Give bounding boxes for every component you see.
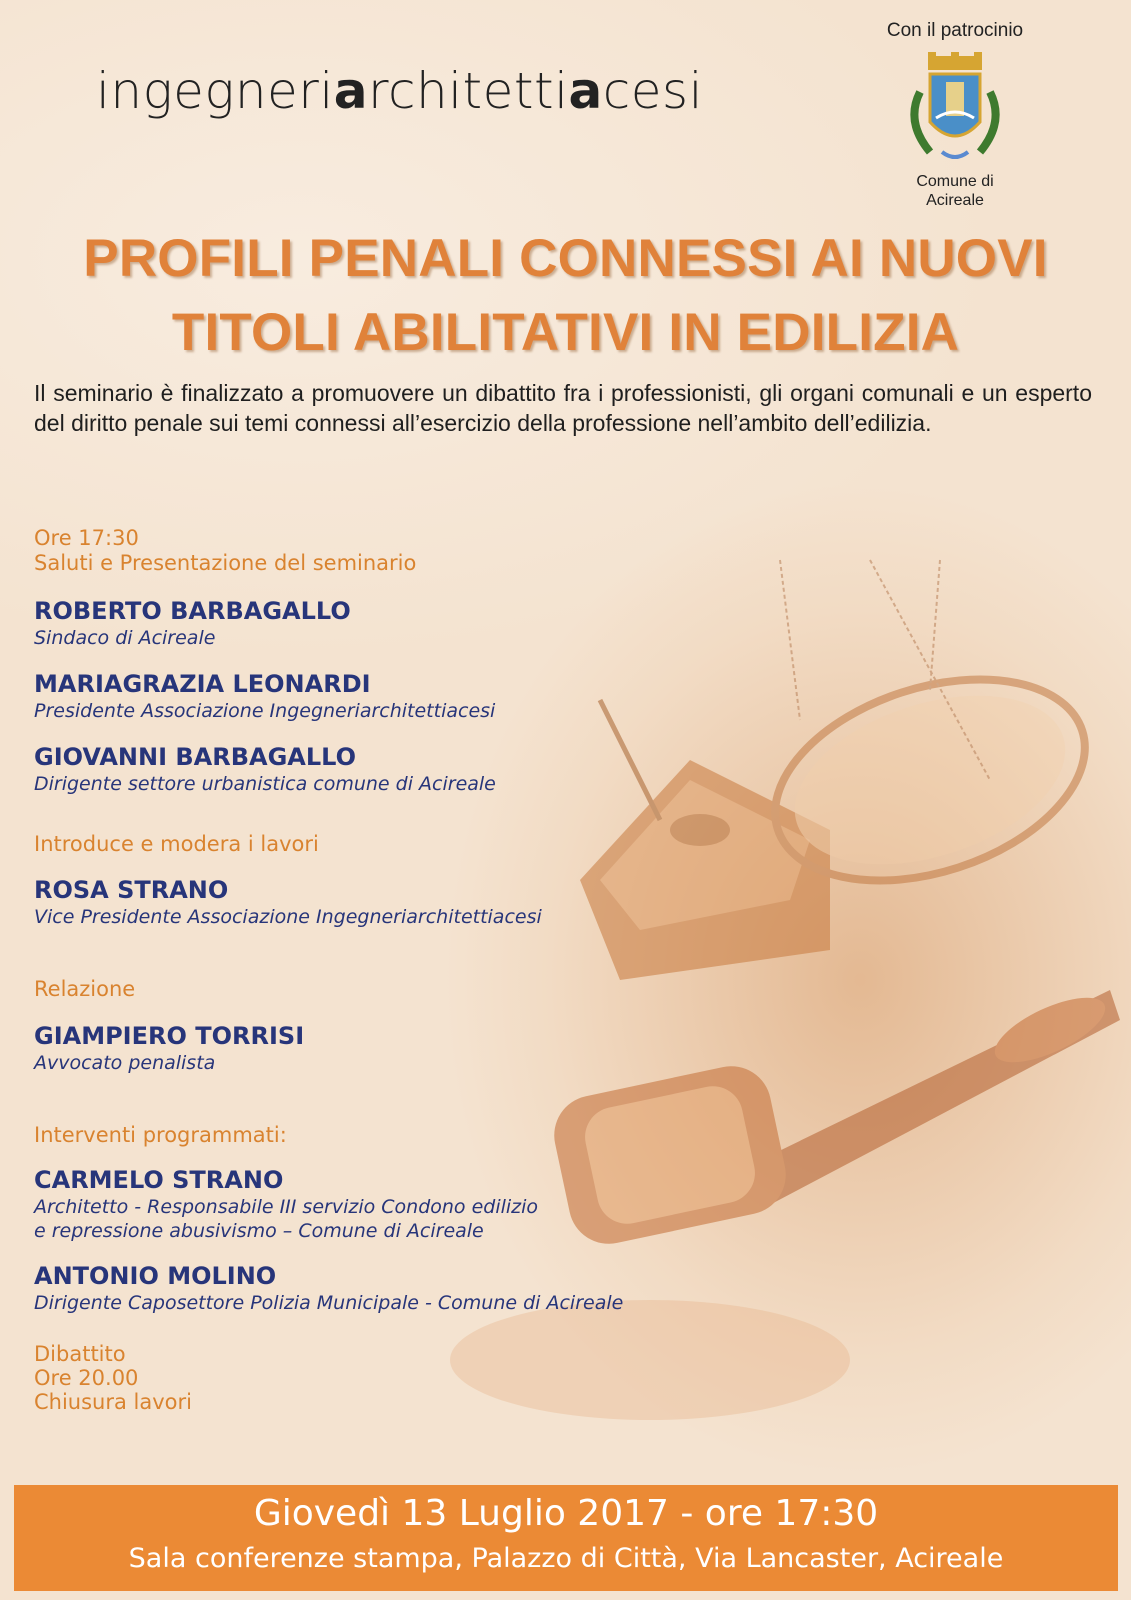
moderator-label: Introduce e modera i lavori [34, 832, 319, 856]
coat-of-arms-icon [900, 52, 1010, 172]
closing-debate: Dibattito [34, 1342, 126, 1366]
logo-part: cesi [602, 62, 703, 120]
speaker-name: ANTONIO MOLINO [34, 1262, 277, 1290]
reporter-role: Avvocato penalista [34, 1052, 216, 1074]
crest-caption-line: Comune di [916, 173, 994, 190]
speaker-role: Architetto - Responsabile III servizio Condono edilizio [34, 1196, 539, 1218]
opening-time: Ore 17:30 [34, 526, 139, 550]
speaker-role: Dirigente settore urbanistica comune di Acireale [34, 773, 496, 795]
date-venue-banner [14, 1485, 1118, 1591]
gavel-icon [450, 985, 1120, 1420]
logo-highlight: a [333, 62, 369, 120]
logo-part: rchitetti [368, 62, 569, 120]
organization-logo [96, 62, 703, 120]
intro-text: Il seminario è finalizzato a promuovere un dibattito fra i professionisti, gli organi comunali e un esperto del diritto penale sui temi connessi all’esercizio della professione nell’ambito dell’edilizia. [34, 380, 1092, 436]
crest-caption-line: Acireale [926, 192, 984, 209]
event-title-line-2: TITOLI ABILITATIVI IN EDILIZIA [171, 303, 960, 362]
event-date: Giovedì 13 Luglio 2017 - ore 17:30 [253, 1493, 879, 1534]
crest-caption [890, 172, 1020, 210]
intro-paragraph [34, 378, 1092, 438]
speaker-name: MARIAGRAZIA LEONARDI [34, 670, 371, 698]
closing-time: Ore 20.00 [34, 1366, 139, 1390]
speaker-name: ROBERTO BARBAGALLO [34, 597, 351, 625]
opening-label: Saluti e Presentazione del seminario [34, 551, 417, 575]
speaker-role: Dirigente Caposettore Polizia Municipale - Comune di Acireale [34, 1292, 624, 1314]
logo-part: ingegneri [96, 62, 334, 120]
speaker-role: Sindaco di Acireale [34, 627, 216, 649]
speaker-name: CARMELO STRANO [34, 1166, 284, 1194]
closing-label: Chiusura lavori [34, 1390, 192, 1414]
report-label: Relazione [34, 977, 136, 1001]
event-venue: Sala conferenze stampa, Palazzo di Città, Via Lancaster, Acireale [128, 1543, 1004, 1574]
logo-highlight: a [568, 62, 603, 120]
moderator-name: ROSA STRANO [34, 876, 229, 904]
speaker-role: e repressione abusivismo – Comune di Acireale [34, 1220, 484, 1242]
reporter-name: GIAMPIERO TORRISI [34, 1022, 305, 1050]
scale-icon [580, 560, 1111, 980]
moderator-role: Vice Presidente Associazione Ingegneriarchitettiacesi [34, 906, 542, 928]
speaker-role: Presidente Associazione Ingegneriarchitettiacesi [34, 700, 496, 722]
event-title-line-1: PROFILI PENALI CONNESSI AI NUOVI [83, 229, 1048, 288]
interventions-label: Interventi programmati: [34, 1123, 287, 1147]
speaker-name: GIOVANNI BARBAGALLO [34, 743, 356, 771]
patronage-label: Con il patrocinio [886, 20, 1024, 41]
